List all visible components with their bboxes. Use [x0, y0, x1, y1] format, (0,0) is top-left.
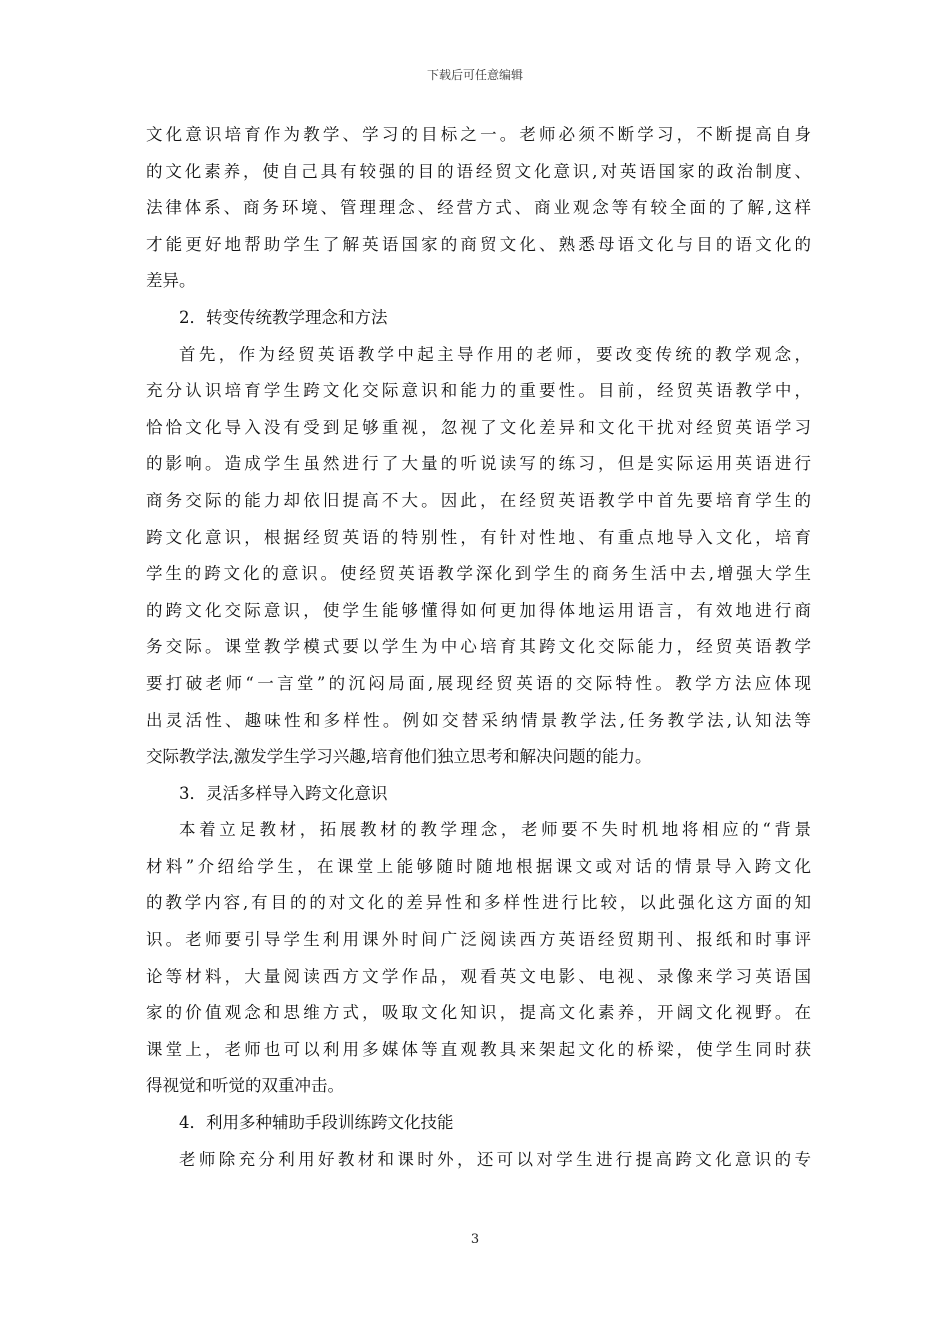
- page-number: 3: [470, 1232, 480, 1247]
- text-line: 跨文化意识，根据经贸英语的特别性，有针对性地、有重点地导入文化，培育: [146, 527, 811, 547]
- text-line: 的影响。造成学生虽然进行了大量的听说读写的练习，但是实际运用英语进行: [146, 454, 811, 474]
- text-line: 得视觉和听觉的双重冲击。: [146, 1076, 344, 1096]
- text-line: 充分认识培育学生跨文化交际意识和能力的重要性。目前，经贸英语教学中，: [146, 381, 811, 401]
- text-line: 出灵活性、趣味性和多样性。例如交替采纳情景教学法,任务教学法,认知法等: [146, 710, 811, 730]
- text-line: 差异。: [146, 271, 196, 291]
- text-line: 论等材料，大量阅读西方文学作品，观看英文电影、电视、录像来学习英语国: [146, 966, 811, 986]
- text-line: 3．灵活多样导入跨文化意识: [179, 783, 388, 803]
- text-line: 恰恰文化导入没有受到足够重视，忽视了文化差异和文化干扰对经贸英语学习: [146, 417, 811, 437]
- document-body: [146, 117, 811, 1178]
- text-line: 材料”介绍给学生，在课堂上能够随时随地根据课文或对话的情景导入跨文化: [146, 856, 811, 876]
- text-line: 交际教学法,激发学生学习兴趣,培育他们独立思考和解决问题的能力。: [146, 747, 652, 767]
- text-line: 文化意识培育作为教学、学习的目标之一。老师必须不断学习，不断提高自身: [146, 125, 811, 144]
- text-line: 的跨文化交际意识，使学生能够懂得如何更加得体地运用语言，有效地进行商: [146, 600, 811, 620]
- text-line: 才能更好地帮助学生了解英语国家的商贸文化、熟悉母语文化与目的语文化的: [146, 234, 811, 254]
- text-line: 本着立足教材，拓展教材的教学理念，老师要不失时机地将相应的“背景: [179, 820, 811, 840]
- text-line: 家的价值观念和思维方式，吸取文化知识，提高文化素养，开阔文化视野。在: [146, 1003, 811, 1023]
- text-line: 识。老师要引导学生利用课外时间广泛阅读西方英语经贸期刊、报纸和时事评: [146, 930, 811, 950]
- text-line: 的教学内容,有目的的对文化的差异性和多样性进行比较，以此强化这方面的知: [146, 893, 811, 913]
- text-line: 务交际。课堂教学模式要以学生为中心培育其跨文化交际能力，经贸英语教学: [146, 637, 811, 657]
- text-line: 首先，作为经贸英语教学中起主导作用的老师，要改变传统的教学观念，: [179, 344, 811, 364]
- text-line: 2．转变传统教学理念和方法: [179, 307, 388, 327]
- text-line: 4．利用多种辅助手段训练跨文化技能: [179, 1113, 454, 1133]
- text-line: 要打破老师“一言堂”的沉闷局面,展现经贸英语的交际特性。教学方法应体现: [146, 673, 811, 693]
- text-line: 老师除充分利用好教材和课时外，还可以对学生进行提高跨文化意识的专: [179, 1149, 811, 1169]
- text-line: 法律体系、商务环境、管理理念、经营方式、商业观念等有较全面的了解,这样: [146, 198, 811, 218]
- text-line: 的文化素养，使自己具有较强的目的语经贸文化意识,对英语国家的政治制度、: [146, 161, 811, 181]
- page-header: 下载后可任意编辑: [426, 68, 523, 82]
- text-line: 学生的跨文化的意识。使经贸英语教学深化到学生的商务生活中去,增强大学生: [146, 564, 811, 584]
- text-line: 课堂上，老师也可以利用多媒体等直观教具来架起文化的桥梁，使学生同时获: [146, 1039, 811, 1059]
- text-line: 商务交际的能力却依旧提高不大。因此，在经贸英语教学中首先要培育学生的: [146, 490, 811, 510]
